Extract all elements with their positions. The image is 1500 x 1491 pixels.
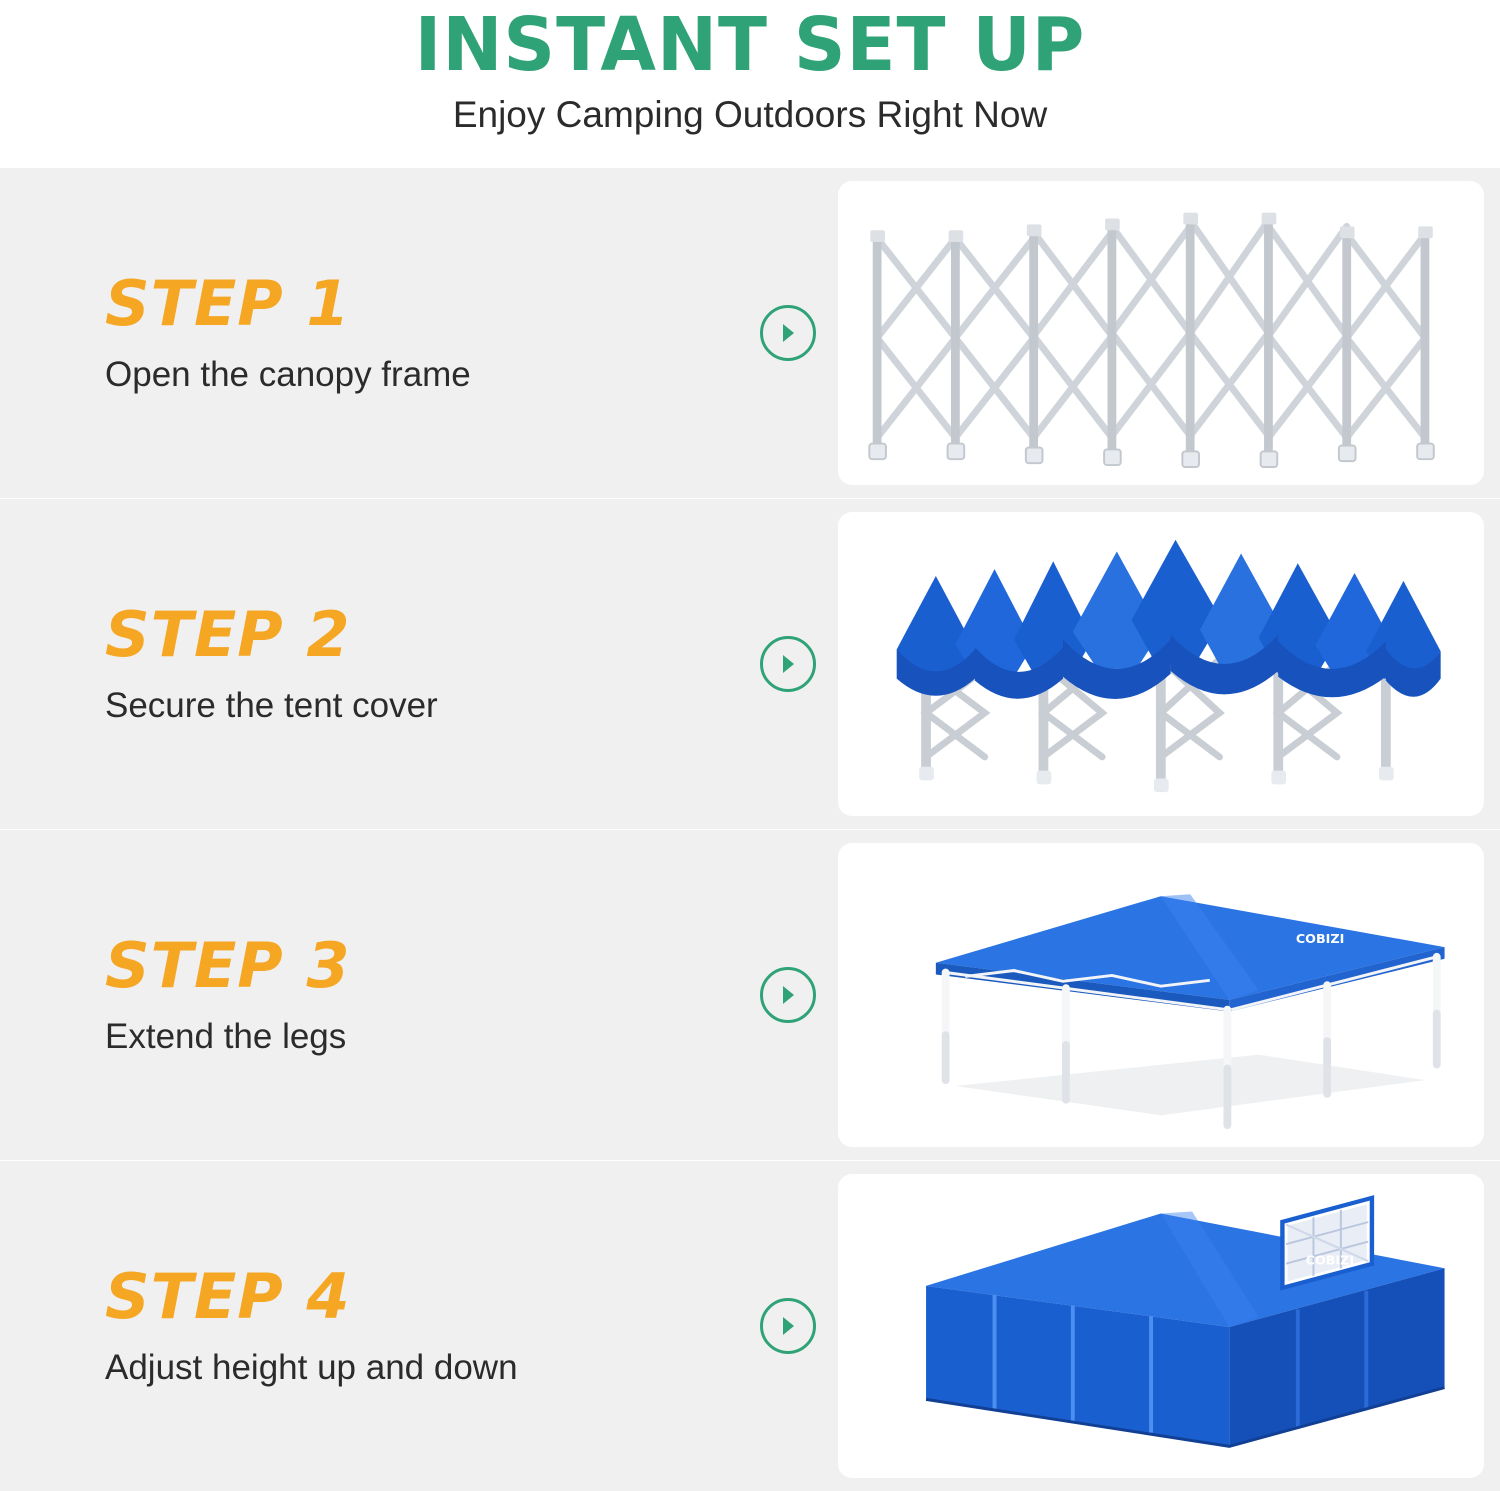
- step-1-arrow: [737, 305, 838, 361]
- step-3-arrow: [737, 967, 838, 1023]
- step-3-image: [838, 843, 1484, 1147]
- step-2-text: [0, 600, 737, 728]
- step-3-label: STEP 3: [105, 929, 351, 1002]
- arrow-right-circle-icon: [760, 967, 816, 1023]
- arrow-right-circle-icon: [760, 636, 816, 692]
- step-1-text: [0, 269, 737, 397]
- step-1-label: STEP 1: [105, 267, 351, 340]
- steps-list: [0, 168, 1500, 1491]
- step-row: [0, 1161, 1500, 1491]
- step-row: [0, 830, 1500, 1160]
- step-3-text: [0, 931, 737, 1059]
- step-2-image: [838, 512, 1484, 816]
- step-4-label: STEP 4: [105, 1260, 351, 1333]
- header: [0, 0, 1500, 168]
- brand-logo-step3: COBIZI: [1296, 931, 1345, 947]
- page-subtitle: Enjoy Camping Outdoors Right Now: [452, 94, 1048, 135]
- arrow-right-circle-icon: [760, 305, 816, 361]
- step-3-description: Extend the legs: [105, 1017, 347, 1056]
- page-title: INSTANT SET UP: [414, 2, 1086, 88]
- brand-logo-step4: COBIZI: [1305, 1252, 1355, 1268]
- step-row: [0, 499, 1500, 829]
- arrow-right-circle-icon: [760, 1298, 816, 1354]
- step-2-description: Secure the tent cover: [105, 686, 438, 725]
- step-1-description: Open the canopy frame: [105, 355, 471, 394]
- step-4-description: Adjust height up and down: [105, 1348, 518, 1387]
- step-4-arrow: [737, 1298, 838, 1354]
- step-4-image: [838, 1174, 1484, 1478]
- step-1-image: [838, 181, 1484, 485]
- step-row: [0, 168, 1500, 498]
- step-2-label: STEP 2: [105, 598, 351, 671]
- step-4-text: [0, 1262, 737, 1390]
- step-2-arrow: [737, 636, 838, 692]
